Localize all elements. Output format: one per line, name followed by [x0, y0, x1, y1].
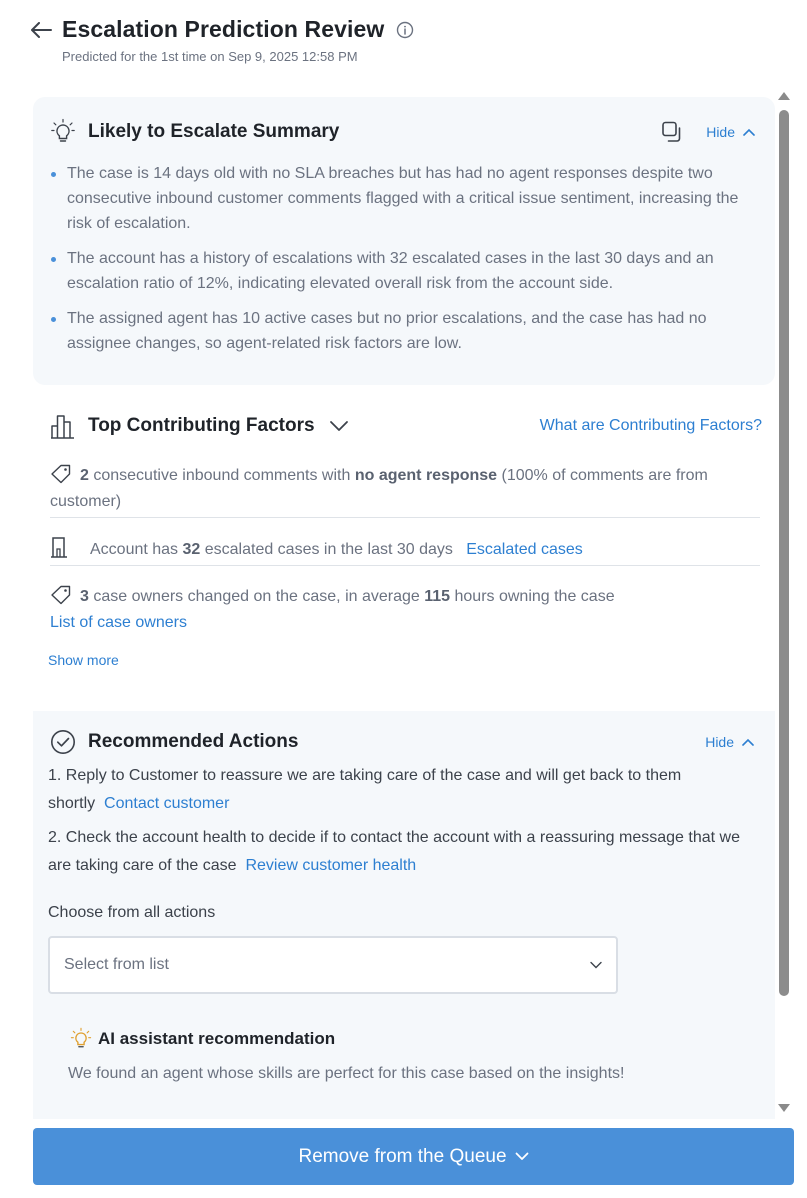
- actions-select[interactable]: [48, 936, 618, 994]
- building-icon: [50, 536, 72, 556]
- factor-divider: [50, 517, 760, 518]
- escalated-cases-link[interactable]: Escalated cases: [466, 541, 583, 558]
- factor-count: 3: [80, 588, 89, 605]
- select-placeholder: Select from list: [64, 956, 169, 973]
- info-icon[interactable]: [396, 20, 416, 40]
- summary-header-controls: [660, 120, 755, 144]
- chevron-up-icon: [743, 128, 755, 136]
- actions-hide-label: Hide: [705, 734, 734, 750]
- vertical-scrollbar[interactable]: [777, 90, 791, 1118]
- remove-from-queue-button[interactable]: [33, 1128, 794, 1185]
- remove-from-queue-label: Remove from the Queue: [298, 1145, 507, 1167]
- factors-header: [50, 411, 762, 441]
- contact-customer-link[interactable]: Contact customer: [104, 795, 230, 812]
- chevron-up-icon: [742, 738, 754, 746]
- page-header: [30, 16, 770, 64]
- factor-hours: 115: [424, 588, 451, 605]
- page-title: Escalation Prediction Review: [62, 16, 385, 42]
- choose-actions-label: Choose from all actions: [48, 904, 216, 921]
- chevron-down-icon: [590, 961, 602, 969]
- summary-title: Likely to Escalate Summary: [88, 121, 340, 142]
- factor-item: [50, 536, 760, 563]
- factor-text: (100% of comments are from customer): [50, 467, 708, 510]
- show-more-link[interactable]: Show more: [48, 652, 119, 668]
- actions-header: [50, 727, 754, 757]
- summary-bullet: The assigned agent has 10 active cases but no prior escalations, and the case has had no assignee changes, so agent-related risk factors are low.: [50, 306, 762, 356]
- chevron-down-icon[interactable]: [329, 420, 349, 432]
- escalation-summary-card: [33, 97, 775, 385]
- action-text: 1. Reply to Customer to reassure we are taking care of the case and will get back to them shortly: [48, 767, 682, 812]
- chevron-down-icon: [515, 1152, 529, 1161]
- summary-bullet: The case is 14 days old with no SLA breaches but has had no agent responses despite two consecutive inbound customer comments flagged with a critical issue sentiment, increasing the risk of escalation.: [50, 161, 762, 236]
- bar-chart-icon: [50, 412, 76, 440]
- ai-recommendation-header: [70, 1027, 335, 1051]
- ai-recommendation-title: AI assistant recommendation: [98, 1029, 336, 1048]
- factor-text: escalated cases in the last 30 days: [200, 541, 453, 558]
- review-content-panel[interactable]: [33, 97, 775, 1119]
- factor-text: consecutive inbound comments with: [88, 467, 355, 484]
- lightbulb-icon: [70, 1027, 92, 1051]
- summary-hide-button[interactable]: [706, 124, 755, 140]
- factor-item: [50, 584, 760, 636]
- factor-text: hours owning the case: [450, 588, 615, 605]
- factor-count: 2: [80, 467, 89, 484]
- header-row: [30, 16, 770, 43]
- list-of-case-owners-link[interactable]: List of case owners: [50, 614, 187, 631]
- summary-bullet: The account has a history of escalations with 32 escalated cases in the last 30 days and an escalation ratio of 12%, indicating elevated overall risk from the account side.: [50, 246, 762, 296]
- summary-hide-label: Hide: [706, 124, 735, 140]
- summary-bullet-list: [50, 161, 762, 366]
- ai-recommendation-text: We found an agent whose skills are perfect for this case based on the insights!: [68, 1065, 625, 1082]
- factor-text: Account has: [90, 541, 183, 558]
- factor-emphasis: no agent response: [354, 467, 498, 484]
- what-are-contributing-factors-link[interactable]: What are Contributing Factors?: [539, 417, 762, 434]
- prediction-timestamp: Predicted for the 1st time on Sep 9, 2025 12:58 PM: [62, 49, 358, 64]
- lightbulb-icon: [50, 118, 76, 146]
- action-item: [48, 762, 748, 818]
- factor-divider: [50, 565, 760, 566]
- tag-icon: [50, 464, 72, 484]
- actions-title: Recommended Actions: [88, 731, 299, 752]
- scroll-down-arrow-icon[interactable]: [778, 1104, 790, 1112]
- factors-title: Top Contributing Factors: [88, 415, 315, 436]
- scroll-up-arrow-icon[interactable]: [778, 92, 790, 100]
- recommended-actions-card: [33, 711, 775, 1119]
- actions-hide-button[interactable]: [705, 734, 754, 750]
- scrollbar-thumb[interactable]: [779, 110, 789, 996]
- action-text: 2. Check the account health to decide if to contact the account with a reassuring message that we are taking care of the case: [48, 829, 740, 874]
- factor-count: 32: [182, 541, 201, 558]
- summary-header: [50, 117, 755, 147]
- factor-text: case owners changed on the case, in average: [88, 588, 425, 605]
- check-circle-icon: [50, 729, 76, 755]
- copy-icon[interactable]: [660, 120, 684, 144]
- back-arrow-icon[interactable]: [30, 18, 54, 42]
- tag-icon: [50, 585, 72, 605]
- review-customer-health-link[interactable]: Review customer health: [245, 857, 417, 874]
- action-item: [48, 824, 748, 880]
- factor-item: [50, 463, 760, 515]
